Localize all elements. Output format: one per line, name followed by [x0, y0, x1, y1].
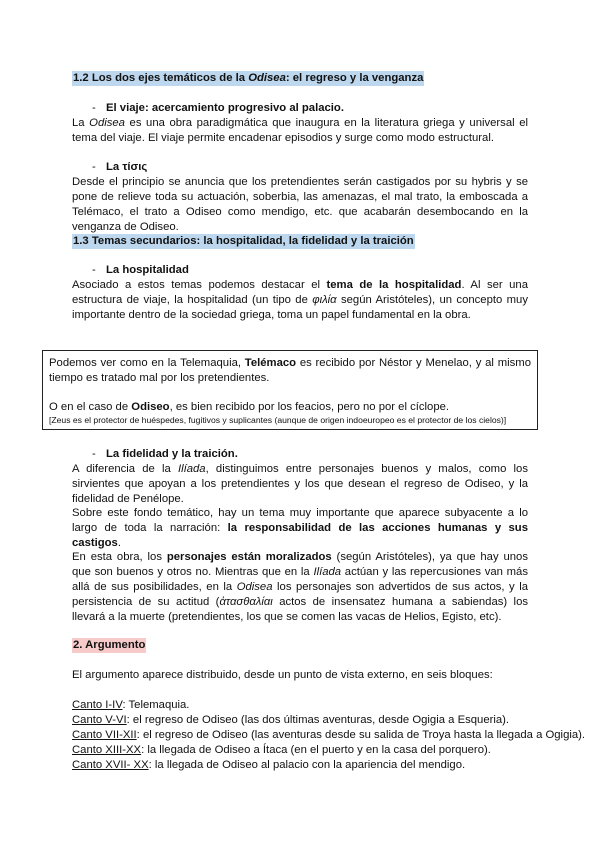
subheading-la-hospitalidad: - La hospitalidad	[92, 264, 189, 276]
section-1-3-heading: 1.3 Temas secundarios: la hospitalidad, la fidelidad y la traición	[73, 235, 414, 247]
paragraph-la-tisis: Desde el principio se anuncia que los pretendientes serán castigados por su hybris y se pone de relieve toda su actuación, soberbia, las amenazas, el mal trato, la emboscada a Telémaco, el trato a Odiseo como mendigo, etc. que acabarán desembocando en la venganza de Odiseo.	[72, 176, 528, 233]
paragraph-la-hospitalidad: Asociado a estos temas podemos destacar el tema de la hospitalidad. Al ser una estructura de viaje, la hospitalidad (un tipo de φιλία según Aristóteles), un concepto muy importante dentro de la sociedad griega, toma un papel fundamental en la obra.	[72, 279, 528, 321]
box-note-zeus: [Zeus es el protector de huéspedes, fugitivos y suplicantes (aunque de origen indoeuropeo es el protector de los cielos)]	[49, 415, 507, 425]
hospitality-example-box	[42, 350, 538, 430]
canto-line: Canto VII-XII: el regreso de Odiseo (las aventuras desde su salida de Troya hasta la llegada a Ogigia).	[72, 729, 586, 741]
canto-line: Canto I-IV: Telemaquia.	[72, 699, 190, 711]
section-2-heading: 2. Argumento	[73, 639, 146, 651]
canto-line: Canto V-VI: el regreso de Odiseo (las dos últimas aventuras, desde Ogigia a Esqueria).	[72, 714, 510, 726]
subheading-la-tisis: - La τίσις	[92, 161, 148, 173]
paragraph-personajes-moralizados: En esta obra, los personajes están moralizados (según Aristóteles), ya que hay unos que son buenos y otros no. Mientras que en la Ilíada actúan y las repercusiones van más allá de sus posibilidades, en la Odisea los personajes son advertidos de sus actos, y la persistencia de su actitud (ἀτασθαλίαι actos de insensatez humana a sabiendas) los llevará a la muerte (pretendientes, los que se comen las vacas de Helios, Egisto, etc).	[72, 551, 529, 623]
box-paragraph-odiseo: O en el caso de Odiseo, es bien recibido por los feacios, pero no por el cíclope.	[49, 401, 450, 413]
canto-line: Canto XVII- XX: la llegada de Odiseo al palacio con la apariencia del mendigo.	[72, 759, 466, 771]
subheading-el-viaje: - El viaje: acercamiento progresivo al palacio.	[92, 102, 344, 114]
paragraph-el-viaje: La Odisea es una obra paradigmática que inaugura en la literatura griega y universal el tema del viaje. El viaje permite encadenar episodios y surge como modo estructural.	[72, 117, 528, 144]
subheading-la-fidelidad: - La fidelidad y la traición.	[92, 448, 238, 460]
box-paragraph-telemaco: Podemos ver como en la Telemaquia, Telémaco es recibido por Néstor y Menelao, y al mismo tiempo es tratado mal por los pretendientes.	[49, 357, 531, 384]
canto-line: Canto XIII-XX: la llegada de Odiseo a Ítaca (en el puerto y en la casa del porquero).	[72, 744, 491, 756]
paragraph-responsabilidad: Sobre este fondo temático, hay un tema muy importante que aparece subyacente a lo largo de toda la narración: la responsabilidad de las acciones humanas y sus castigos.	[72, 507, 528, 549]
section-1-2-heading: 1.2 Los dos ejes temáticos de la Odisea: el regreso y la venganza	[73, 72, 424, 84]
paragraph-la-fidelidad: A diferencia de la Ilíada, distinguimos entre personajes buenos y malos, como los sirvientes que apoyan a los pretendientes y los que desean el regreso de Odiseo, y la fidelidad de Penélope.	[72, 463, 528, 505]
paragraph-argumento-intro: El argumento aparece distribuido, desde un punto de vista externo, en seis bloques:	[72, 669, 493, 681]
